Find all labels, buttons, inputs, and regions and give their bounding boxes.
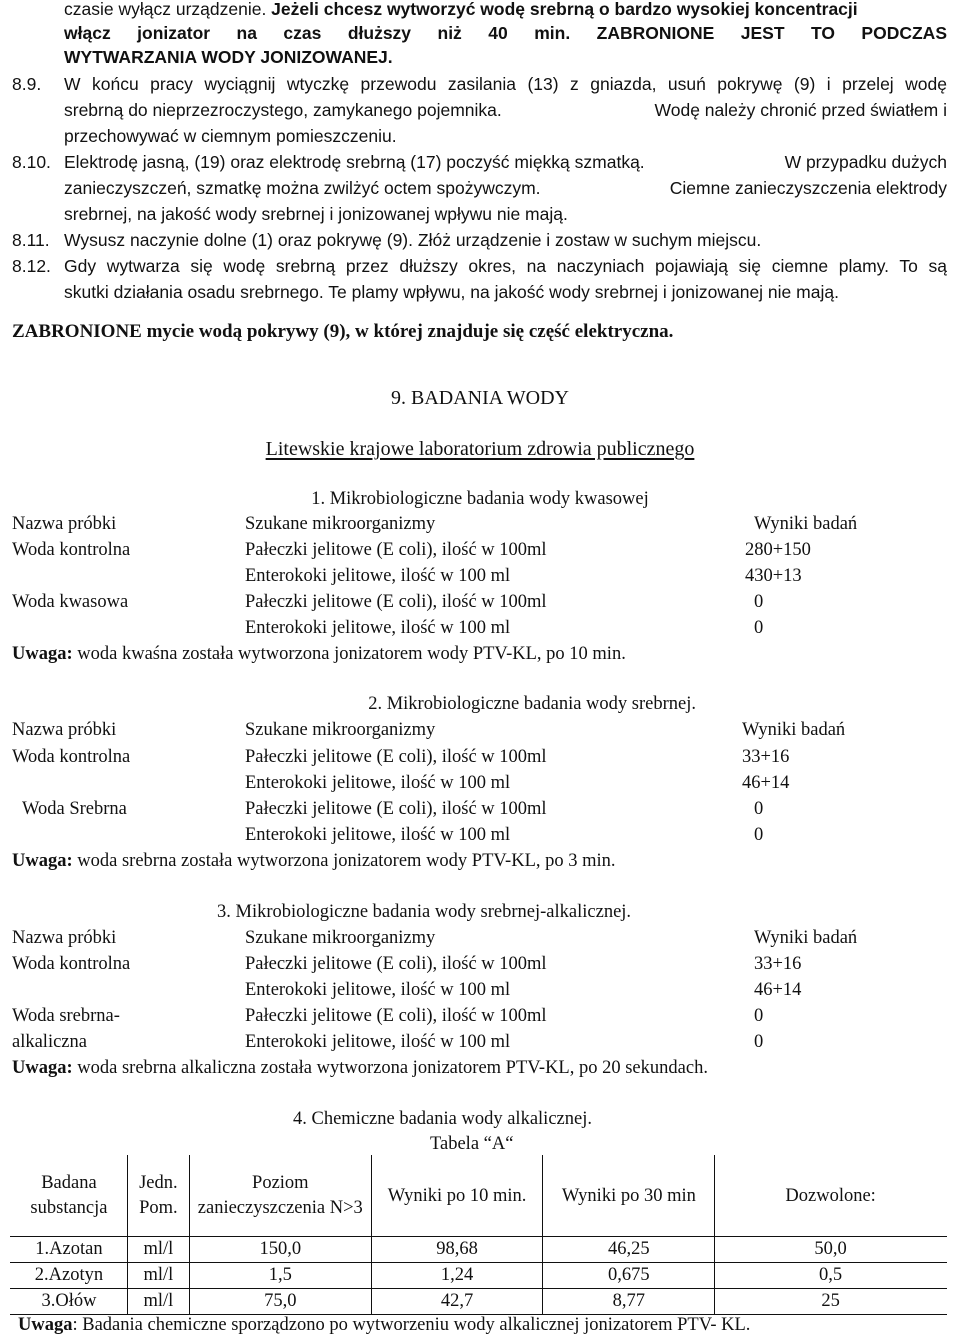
- cell-level: 150,0: [189, 1237, 371, 1263]
- table-2-note-text: woda srebrna została wytworzona jonizatorem wody PTV-KL, po 3 min.: [72, 851, 616, 871]
- table-2-row-3-result: 0: [754, 799, 764, 819]
- table-3-row-1-sample: Woda kontrolna: [12, 954, 131, 974]
- table-1-row-3-sample: Woda kwasowa: [12, 592, 129, 612]
- lab-title: Litewskie krajowe laboratorium zdrowia publicznego: [265, 438, 695, 460]
- step-8-9-text-b: Wodę należy chronić przed światłem i: [654, 100, 947, 120]
- step-8-9-number: 8.9.: [12, 74, 42, 94]
- step-8-10-line-3: srebrnej, na jakość wody srebrnej i jonizowanej wpływu nie mają.: [64, 204, 568, 224]
- table-1-row-2-organism: Enterokoki jelitowe, ilość w 100 ml: [245, 566, 511, 586]
- table-2-row-3-organism: Pałeczki jelitowe (E coli), ilość w 100ml: [245, 799, 547, 819]
- cell-substance: 1.Azotan: [11, 1237, 128, 1263]
- step-8-10-text-a: Elektrodę jasną, (19) oraz elektrodę srebrną (17) poczyść miękką szmatką.: [64, 152, 645, 172]
- header-results-10: Wyniki po 10 min.: [371, 1156, 543, 1237]
- cell-result-10: 98,68: [371, 1237, 543, 1263]
- table-3-row-3-organism: Pałeczki jelitowe (E coli), ilość w 100ml: [245, 1006, 547, 1026]
- cell-unit: ml/l: [127, 1237, 189, 1263]
- cell-allowed: 0,5: [715, 1263, 947, 1289]
- table-3-title: 3. Mikrobiologiczne badania wody srebrnej-alkalicznej.: [217, 902, 632, 922]
- cell-level: 75,0: [189, 1289, 371, 1315]
- table-2-row-4-organism: Enterokoki jelitowe, ilość w 100 ml: [245, 825, 511, 845]
- step-8-11-number: 8.11.: [12, 230, 50, 250]
- step-8-10-text-c: zanieczyszczeń, szmatkę można zwilżyć octem spożywczym.: [64, 178, 541, 198]
- table-4-note-label: Uwaga: [18, 1315, 73, 1335]
- step-8-11-text-a: Wysusz naczynie dolne (1) oraz pokrywę (9).: [64, 230, 414, 250]
- step-8-10-text-d: Ciemne zanieczyszczenia elektrody: [669, 178, 947, 198]
- table-row: [11, 1263, 947, 1289]
- cell-unit: ml/l: [127, 1263, 189, 1289]
- step-8-10-line-1: [64, 149, 947, 175]
- cell-unit: ml/l: [127, 1289, 189, 1315]
- intro-text-a: czasie wyłącz urządzenie.: [64, 0, 272, 19]
- table-2-row-3-sample: Woda Srebrna: [22, 799, 127, 819]
- table-1-note-label: Uwaga:: [12, 644, 73, 664]
- table-2-header-sample: Nazwa próbki: [12, 720, 117, 740]
- step-8-9-line-2: [64, 97, 947, 123]
- cell-result-30: 0,675: [543, 1263, 715, 1289]
- table-4-note-text: : Badania chemiczne sporządzono po wytworzeniu wody alkalicznej jonizatorem PTV- KL.: [72, 1315, 751, 1335]
- table-4-title: 4. Chemiczne badania wody alkalicznej.: [293, 1109, 592, 1129]
- step-8-9-line-3: przechowywać w ciemnym pomieszczeniu.: [64, 126, 397, 146]
- table-3-note: [12, 1055, 708, 1081]
- table-row: [11, 1237, 947, 1263]
- table-1-header-sample: Nazwa próbki: [12, 514, 117, 534]
- step-8-10-line-2: [64, 175, 947, 201]
- table-1-row-4-organism: Enterokoki jelitowe, ilość w 100 ml: [245, 618, 511, 638]
- table-3-note-label: Uwaga:: [12, 1058, 73, 1078]
- table-3-row-2-result: 46+14: [754, 980, 802, 1000]
- table-row: [11, 1289, 947, 1315]
- table-1-row-1-result: 280+150: [745, 540, 811, 560]
- intro-text-2: włącz jonizator na czas dłuższy niż 40 min. ZABRONIONE JEST TO PODCZAS: [64, 23, 947, 43]
- table-3-header-results: Wyniki badań: [754, 928, 858, 948]
- cell-result-30: 8,77: [543, 1289, 715, 1315]
- cell-allowed: 25: [715, 1289, 947, 1315]
- table-1-row-3-organism: Pałeczki jelitowe (E coli), ilość w 100ml: [245, 592, 547, 612]
- cell-substance: 3.Ołów: [11, 1289, 128, 1315]
- table-1-header-results: Wyniki badań: [754, 514, 858, 534]
- table-3-note-text: woda srebrna alkaliczna została wytworzona jonizatorem PTV-KL, po 20 sekundach.: [72, 1058, 708, 1078]
- step-8-10-number: 8.10.: [12, 152, 51, 172]
- step-8-12-line-2: skutki działania osadu srebrnego. Te plamy wpływu, na jakość wody srebrnej i jonizowanej nie mają.: [64, 282, 839, 302]
- table-1-row-1-organism: Pałeczki jelitowe (E coli), ilość w 100ml: [245, 540, 547, 560]
- header-contamination-level: Poziom zanieczyszczenia N>3: [189, 1156, 371, 1237]
- table-2-note: [12, 848, 616, 874]
- cell-allowed: 50,0: [715, 1237, 947, 1263]
- step-8-12-number: 8.12.: [12, 256, 51, 276]
- table-1-header-organisms: Szukane mikroorganizmy: [245, 514, 436, 534]
- table-3-row-2-organism: Enterokoki jelitowe, ilość w 100 ml: [245, 980, 511, 1000]
- cell-level: 1,5: [189, 1263, 371, 1289]
- section-title: 9. BADANIA WODY: [391, 387, 569, 409]
- table-2-header-organisms: Szukane mikroorganizmy: [245, 720, 436, 740]
- header-unit: Jedn. Pom.: [127, 1156, 189, 1237]
- cell-substance: 2.Azotyn: [11, 1263, 128, 1289]
- intro-line-1: [64, 0, 947, 22]
- table-4-subtitle: Tabela “A“: [430, 1134, 514, 1154]
- table-3-header-organisms: Szukane mikroorganizmy: [245, 928, 436, 948]
- table-2-header-results: Wyniki badań: [742, 720, 846, 740]
- table-3-row-3-sample: Woda srebrna-: [12, 1006, 120, 1026]
- step-8-9-line-1: W końcu pracy wyciągnij wtyczkę przewodu zasilania (13) z gniazda, usuń pokrywę (9) i przelej wodę: [64, 74, 947, 94]
- chemical-table-header-row: [11, 1156, 947, 1237]
- cell-result-30: 46,25: [543, 1237, 715, 1263]
- cell-result-10: 1,24: [371, 1263, 543, 1289]
- chemical-table: [10, 1155, 947, 1315]
- header-substance: Badana substancja: [11, 1156, 128, 1237]
- table-1-note-text: woda kwaśna została wytworzona jonizatorem wody PTV-KL, po 10 min.: [72, 644, 626, 664]
- table-3-row-3-result: 0: [754, 1006, 764, 1026]
- table-2-note-label: Uwaga:: [12, 851, 73, 871]
- table-1-row-1-sample: Woda kontrolna: [12, 540, 131, 560]
- table-1-row-4-result: 0: [754, 618, 764, 638]
- step-8-10-text-b: W przypadku dużych: [784, 152, 947, 172]
- table-3-row-1-organism: Pałeczki jelitowe (E coli), ilość w 100ml: [245, 954, 547, 974]
- table-2-row-1-sample: Woda kontrolna: [12, 747, 131, 767]
- header-results-30: Wyniki po 30 min: [543, 1156, 715, 1237]
- table-3-row-1-result: 33+16: [754, 954, 802, 974]
- table-2-row-2-organism: Enterokoki jelitowe, ilość w 100 ml: [245, 773, 511, 793]
- step-8-11-text-b: Złóż urządzenie i zostaw w suchym miejscu.: [417, 230, 762, 250]
- table-3-row-4-result: 0: [754, 1032, 764, 1052]
- table-4-note: [18, 1312, 750, 1338]
- table-2-row-1-organism: Pałeczki jelitowe (E coli), ilość w 100ml: [245, 747, 547, 767]
- step-8-9-text-a: srebrną do nieprzezroczystego, zamykanego pojemnika.: [64, 100, 502, 120]
- table-1-title: 1. Mikrobiologiczne badania wody kwasowej: [311, 489, 649, 509]
- table-3-header-sample: Nazwa próbki: [12, 928, 117, 948]
- intro-line-3: WYTWARZANIA WODY JONIZOWANEJ.: [64, 47, 393, 67]
- table-2-row-2-result: 46+14: [742, 773, 790, 793]
- header-allowed: Dozwolone:: [715, 1156, 947, 1237]
- table-2-row-4-result: 0: [754, 825, 764, 845]
- table-1-note: [12, 641, 626, 667]
- table-3-row-4-sample: alkaliczna: [12, 1032, 87, 1052]
- cell-result-10: 42,7: [371, 1289, 543, 1315]
- table-2-row-1-result: 33+16: [742, 747, 790, 767]
- table-2-title: 2. Mikrobiologiczne badania wody srebrnej.: [368, 694, 696, 714]
- intro-text-b: Jeżeli chcesz wytworzyć wodę srebrną o bardzo wysokiej koncentracji: [271, 0, 858, 19]
- step-8-11-line-1: [64, 227, 761, 253]
- step-8-12-line-1: Gdy wytwarza się wodę srebrną przez dłuższy okres, na naczyniach pojawiają się ciemne plamy. To są: [64, 256, 947, 276]
- intro-line-2: [64, 20, 947, 46]
- table-1-row-3-result: 0: [754, 592, 764, 612]
- table-3-row-4-organism: Enterokoki jelitowe, ilość w 100 ml: [245, 1032, 511, 1052]
- table-1-row-2-result: 430+13: [745, 566, 802, 586]
- warning-text: ZABRONIONE mycie wodą pokrywy (9), w której znajduje się część elektryczna.: [12, 321, 674, 342]
